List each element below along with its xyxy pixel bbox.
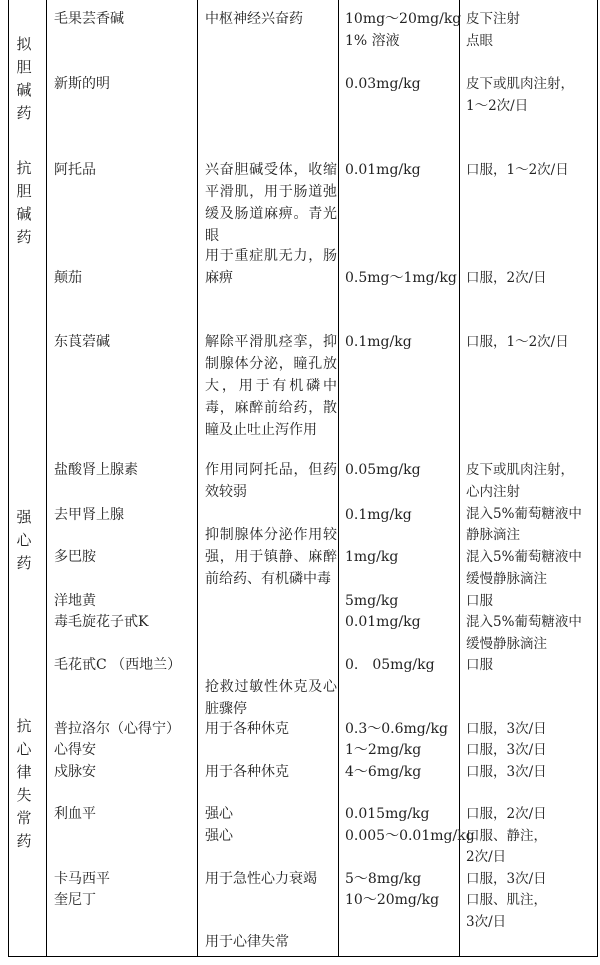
drug-route: 口服，1～2次/日 <box>466 162 569 178</box>
drug-use: 解除平滑肌痉挛，抑制腺体分泌，瞳孔放大，用于有机磷中毒，麻醉前给药，散瞳及止吐止泻作用 <box>205 334 337 438</box>
drug-route: 口服，2次/日 <box>466 270 547 286</box>
drug-dose: 0. 05mg/kg <box>345 657 435 673</box>
drug-name: 多巴胺 <box>54 549 96 565</box>
drug-dose: 4～6mg/kg <box>345 764 422 780</box>
drug-name: 心得安 <box>54 742 96 758</box>
drug-route: 混入5%葡萄糖液中 <box>466 506 582 522</box>
category-cardiotonic <box>14 506 34 575</box>
category-char: 拟 <box>16 35 32 53</box>
drug-dose: 5mg/kg <box>345 593 399 609</box>
drug-route: 皮下注射 <box>466 11 520 27</box>
category-char: 心 <box>16 531 32 549</box>
drug-name: 阿托品 <box>54 162 96 178</box>
drug-route: 2次/日 <box>466 849 507 865</box>
category-char: 碱 <box>16 205 32 223</box>
drug-route: 口服，2次/日 <box>466 806 547 822</box>
drug-use: 强心 <box>205 828 233 844</box>
drug-dose: 0.005～0.01mg/kg <box>345 828 475 844</box>
category-anticholinergic <box>14 157 34 249</box>
drug-route: 口服、肌注， <box>466 892 547 908</box>
drug-name: 去甲肾上腺 <box>54 507 124 523</box>
column-divider <box>46 0 47 957</box>
drug-route: 口服，3次/日 <box>466 764 547 780</box>
drug-use: 强心 <box>205 806 233 822</box>
drug-name: 利血平 <box>54 806 96 822</box>
drug-use: 用于心律失常 <box>205 934 289 950</box>
drug-route: 口服、静注， <box>466 828 547 844</box>
drug-route: 心内注射 <box>466 484 520 500</box>
table-border-bottom <box>8 956 598 957</box>
drug-name: 奎尼丁 <box>54 892 96 908</box>
category-cholinergic <box>14 33 34 125</box>
category-char: 碱 <box>16 81 32 99</box>
drug-route: 点眼 <box>466 33 493 49</box>
drug-route: 缓慢静脉滴注 <box>466 571 547 587</box>
drug-use: 用于急性心力衰竭 <box>205 871 317 887</box>
drug-name: 洋地黄 <box>54 593 96 609</box>
category-antiarrhythmic <box>14 715 34 853</box>
drug-route: 口服，3次/日 <box>466 742 547 758</box>
drug-dose: 0.03mg/kg <box>345 76 421 92</box>
drug-route: 口服 <box>466 593 493 609</box>
drug-route: 皮下或肌肉注射， <box>466 462 574 478</box>
drug-use: 用于各种休克 <box>205 721 289 737</box>
category-char: 药 <box>16 832 32 850</box>
drug-use: 抢救过敏性休克及心脏骤停 <box>205 679 337 717</box>
drug-route: 口服，1～2次/日 <box>466 334 569 350</box>
drug-route: 1～2次/日 <box>466 98 529 114</box>
category-char: 药 <box>16 104 32 122</box>
drug-dose: 0.1mg/kg <box>345 334 412 350</box>
drug-route: 混入5%葡萄糖液中 <box>466 549 582 565</box>
drug-route: 皮下或肌肉注射， <box>466 76 574 92</box>
drug-dose: 1% 溶液 <box>345 33 400 49</box>
drug-name: 毛花甙C （西地兰） <box>54 657 182 673</box>
category-char: 抗 <box>16 159 32 177</box>
category-char: 失 <box>16 786 32 804</box>
column-divider <box>338 0 339 957</box>
drug-name: 戍脉安 <box>54 764 96 780</box>
drug-name: 颠茄 <box>54 270 82 286</box>
drug-use: 抑制腺体分泌作用较强，用于镇静、麻醉前给药、有机磷中毒 <box>205 527 337 587</box>
drug-dose: 0.1mg/kg <box>345 507 412 523</box>
drug-use: 用于各种休克 <box>205 764 289 780</box>
category-char: 药 <box>16 554 32 572</box>
drug-route: 口服 <box>466 657 493 673</box>
drug-use: 用于重症肌无力，肠麻痹 <box>205 248 337 286</box>
drug-dose: 10mg～20mg/kg <box>345 11 462 27</box>
drug-name: 毛果芸香碱 <box>54 11 124 27</box>
drug-dose: 5～8mg/kg <box>345 871 422 887</box>
drug-use: 兴奋胆碱受体，收缩平滑肌，用于肠道弛缓及肠道麻痹。青光眼 <box>205 162 337 244</box>
category-char: 常 <box>16 809 32 827</box>
drug-use: 中枢神经兴奋药 <box>205 11 303 27</box>
drug-route: 3次/日 <box>466 914 507 930</box>
drug-name: 卡马西平 <box>54 871 110 887</box>
drug-name: 盐酸肾上腺素 <box>54 462 138 478</box>
drug-route: 静脉滴注 <box>466 527 520 543</box>
drug-dose: 0.01mg/kg <box>345 162 421 178</box>
drug-route: 缓慢静脉滴注 <box>466 636 547 652</box>
category-char: 胆 <box>16 182 32 200</box>
drug-dose: 1mg/kg <box>345 549 399 565</box>
drug-name: 毒毛旋花子甙K <box>54 614 149 630</box>
category-char: 药 <box>16 228 32 246</box>
drug-route: 口服，3次/日 <box>466 721 547 737</box>
table-border-left <box>8 0 9 957</box>
drug-dose: 0.01mg/kg <box>345 614 421 630</box>
column-divider <box>197 0 198 957</box>
category-char: 抗 <box>16 717 32 735</box>
category-char: 强 <box>16 508 32 526</box>
drug-name: 东莨菪碱 <box>54 334 110 350</box>
category-char: 律 <box>16 763 32 781</box>
drug-name: 普拉洛尔（心得宁） <box>54 721 180 737</box>
drug-route: 混入5%葡萄糖液中 <box>466 614 582 630</box>
drug-dose: 0.5mg～1mg/kg <box>345 270 457 286</box>
drug-dose: 0.3～0.6mg/kg <box>345 721 448 737</box>
category-char: 胆 <box>16 58 32 76</box>
drug-name: 新斯的明 <box>54 76 110 92</box>
drug-dose: 1～2mg/kg <box>345 742 422 758</box>
category-char: 心 <box>16 740 32 758</box>
drug-dose: 0.05mg/kg <box>345 462 421 478</box>
table-border-right <box>597 0 598 957</box>
column-divider <box>459 0 460 957</box>
drug-dose: 0.015mg/kg <box>345 806 430 822</box>
drug-route: 口服，3次/日 <box>466 871 547 887</box>
drug-use: 作用同阿托品，但药效较弱 <box>205 462 337 500</box>
drug-dose: 10～20mg/kg <box>345 892 440 908</box>
